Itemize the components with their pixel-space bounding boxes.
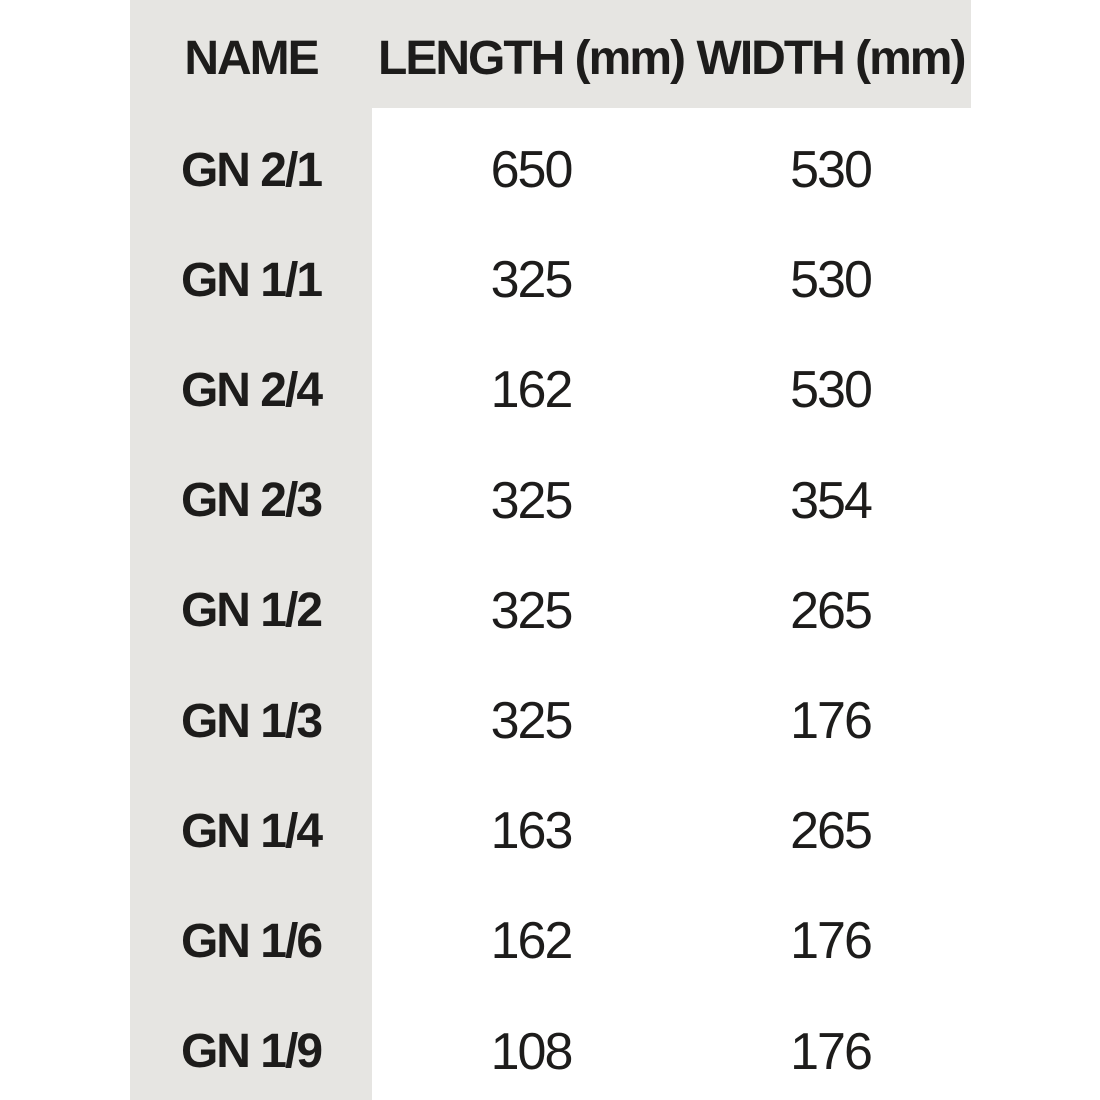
row-name-gn-2-4: GN 2/4 xyxy=(180,363,322,417)
row-name-gn-1-6: GN 1/6 xyxy=(180,914,322,968)
row-name-gn-1-3: GN 1/3 xyxy=(180,694,322,748)
length-cell: 325 xyxy=(490,251,572,310)
row-name-gn-1-4: GN 1/4 xyxy=(180,804,322,858)
width-cell: 530 xyxy=(790,361,871,420)
row-name-gn-2-1: GN 2/1 xyxy=(180,143,322,197)
column-header-length: LENGTH (mm) xyxy=(378,31,684,85)
row-name-gn-2-3: GN 2/3 xyxy=(180,474,322,528)
column-header-width: WIDTH (mm) xyxy=(696,31,965,85)
width-cell: 530 xyxy=(790,251,871,310)
width-cell: 354 xyxy=(790,471,871,530)
width-cell: 530 xyxy=(790,141,871,200)
size-table-grid xyxy=(130,0,971,1100)
length-cell: 650 xyxy=(490,141,572,200)
length-cell: 325 xyxy=(490,581,572,640)
length-cell: 108 xyxy=(490,1022,572,1081)
length-cell: 325 xyxy=(490,471,572,530)
row-name-gn-1-2: GN 1/2 xyxy=(180,584,322,638)
width-cell: 176 xyxy=(790,692,871,751)
width-cell: 265 xyxy=(790,802,871,861)
width-cell: 265 xyxy=(790,581,871,640)
column-header-name: NAME xyxy=(184,31,318,85)
length-cell: 162 xyxy=(490,361,572,420)
row-name-gn-1-9: GN 1/9 xyxy=(180,1025,322,1079)
width-cell: 176 xyxy=(790,1022,871,1081)
width-cell: 176 xyxy=(790,912,871,971)
length-cell: 162 xyxy=(490,912,572,971)
length-cell: 325 xyxy=(490,692,572,751)
length-cell: 163 xyxy=(490,802,572,861)
row-name-gn-1-1: GN 1/1 xyxy=(180,253,322,307)
